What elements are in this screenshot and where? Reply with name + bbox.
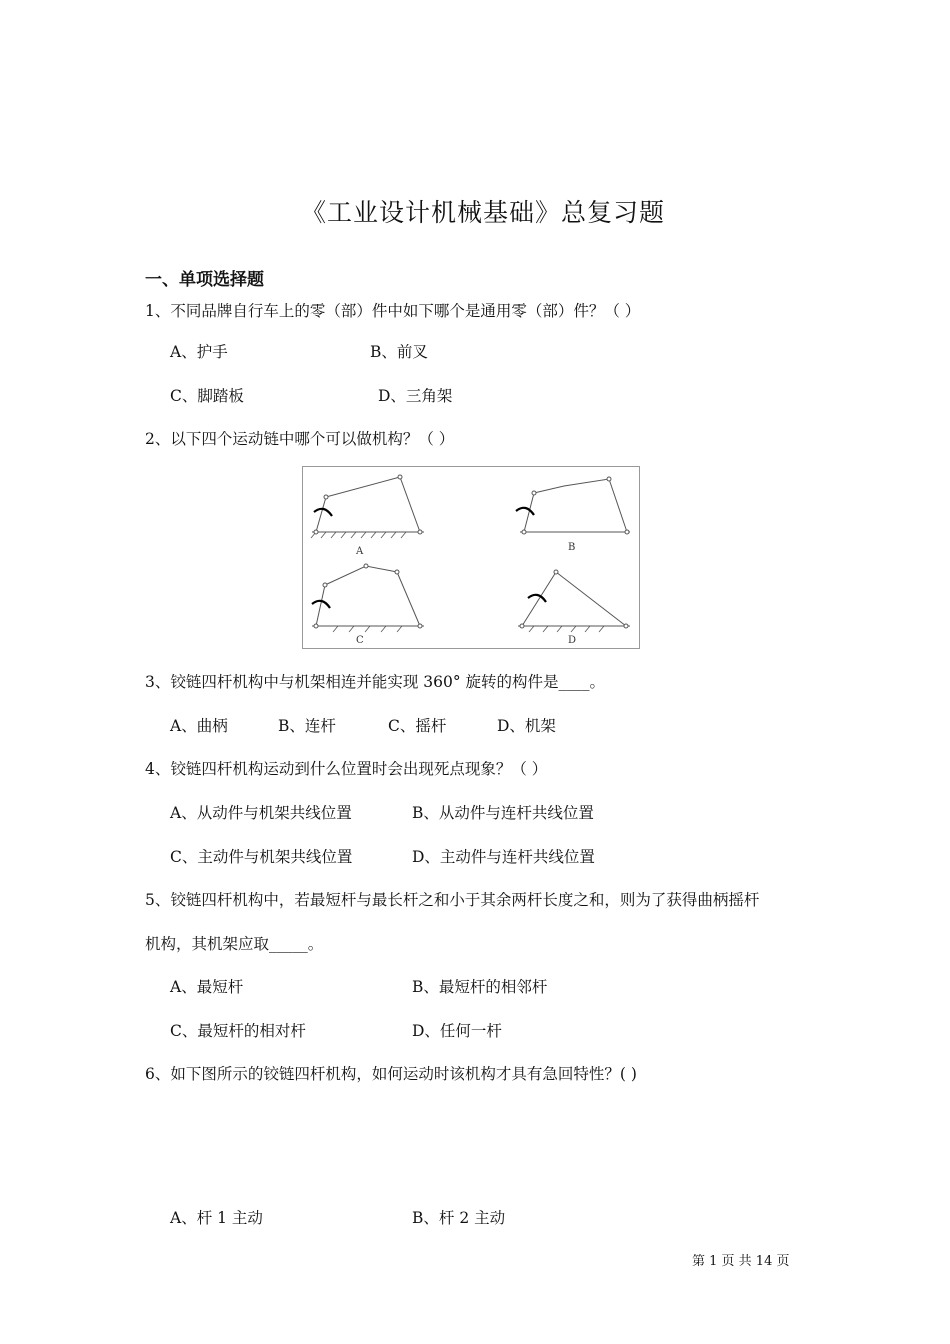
question-5-option-a: A、最短杆 bbox=[170, 978, 244, 996]
question-4-option-a: A、从动件与机架共线位置 bbox=[170, 804, 352, 822]
question-1-stem: 1、不同品牌自行车上的零（部）件中如下哪个是通用零（部）件？（ ） bbox=[145, 302, 641, 320]
chain-c-label: C bbox=[356, 635, 364, 646]
section-heading: 一、单项选择题 bbox=[145, 270, 264, 290]
question-5-option-d: D、任何一杆 bbox=[412, 1022, 502, 1040]
page-title: 《工业设计机械基础》总复习题 bbox=[301, 198, 666, 227]
chain-a-label: A bbox=[356, 546, 364, 557]
chain-d-label: D bbox=[568, 635, 577, 646]
page-number-footer: 第 1 页 共 14 页 bbox=[692, 1254, 790, 1269]
question-3-stem: 3、铰链四杆机构中与机架相连并能实现 360° 旋转的构件是____。 bbox=[145, 673, 606, 691]
question-5-option-c: C、最短杆的相对杆 bbox=[170, 1022, 306, 1040]
question-1-option-a: A、护手 bbox=[170, 343, 228, 361]
question-4-stem: 4、铰链四杆机构运动到什么位置时会出现死点现象？（ ） bbox=[145, 760, 548, 778]
question-1-option-c: C、脚踏板 bbox=[170, 387, 244, 405]
question-6-option-b: B、杆 2 主动 bbox=[412, 1209, 506, 1227]
kinematic-chains-figure bbox=[302, 466, 640, 649]
question-4-option-c: C、主动件与机架共线位置 bbox=[170, 848, 353, 866]
question-5-stem-line-1: 5、铰链四杆机构中，若最短杆与最长杆之和小于其余两杆长度之和，则为了获得曲柄摇杆 bbox=[145, 891, 760, 909]
question-3-option-a: A、曲柄 bbox=[170, 717, 228, 735]
question-5-stem-line-2: 机构，其机架应取_____。 bbox=[145, 935, 324, 953]
question-3-option-b: B、连杆 bbox=[278, 717, 336, 735]
question-6-option-a: A、杆 1 主动 bbox=[170, 1209, 263, 1227]
question-1-option-d: D、三角架 bbox=[378, 387, 453, 405]
question-4-option-d: D、主动件与连杆共线位置 bbox=[412, 848, 595, 866]
question-3-option-d: D、机架 bbox=[497, 717, 556, 735]
chain-b-label: B bbox=[568, 542, 576, 553]
question-5-option-b: B、最短杆的相邻杆 bbox=[412, 978, 548, 996]
question-4-option-b: B、从动件与连杆共线位置 bbox=[412, 804, 594, 822]
question-3-option-c: C、摇杆 bbox=[388, 717, 447, 735]
question-1-option-b: B、前叉 bbox=[370, 343, 428, 361]
question-2-stem: 2、以下四个运动链中哪个可以做机构？（ ） bbox=[145, 430, 455, 448]
question-6-stem: 6、如下图所示的铰链四杆机构，如何运动时该机构才具有急回特性？( ) bbox=[145, 1065, 637, 1083]
